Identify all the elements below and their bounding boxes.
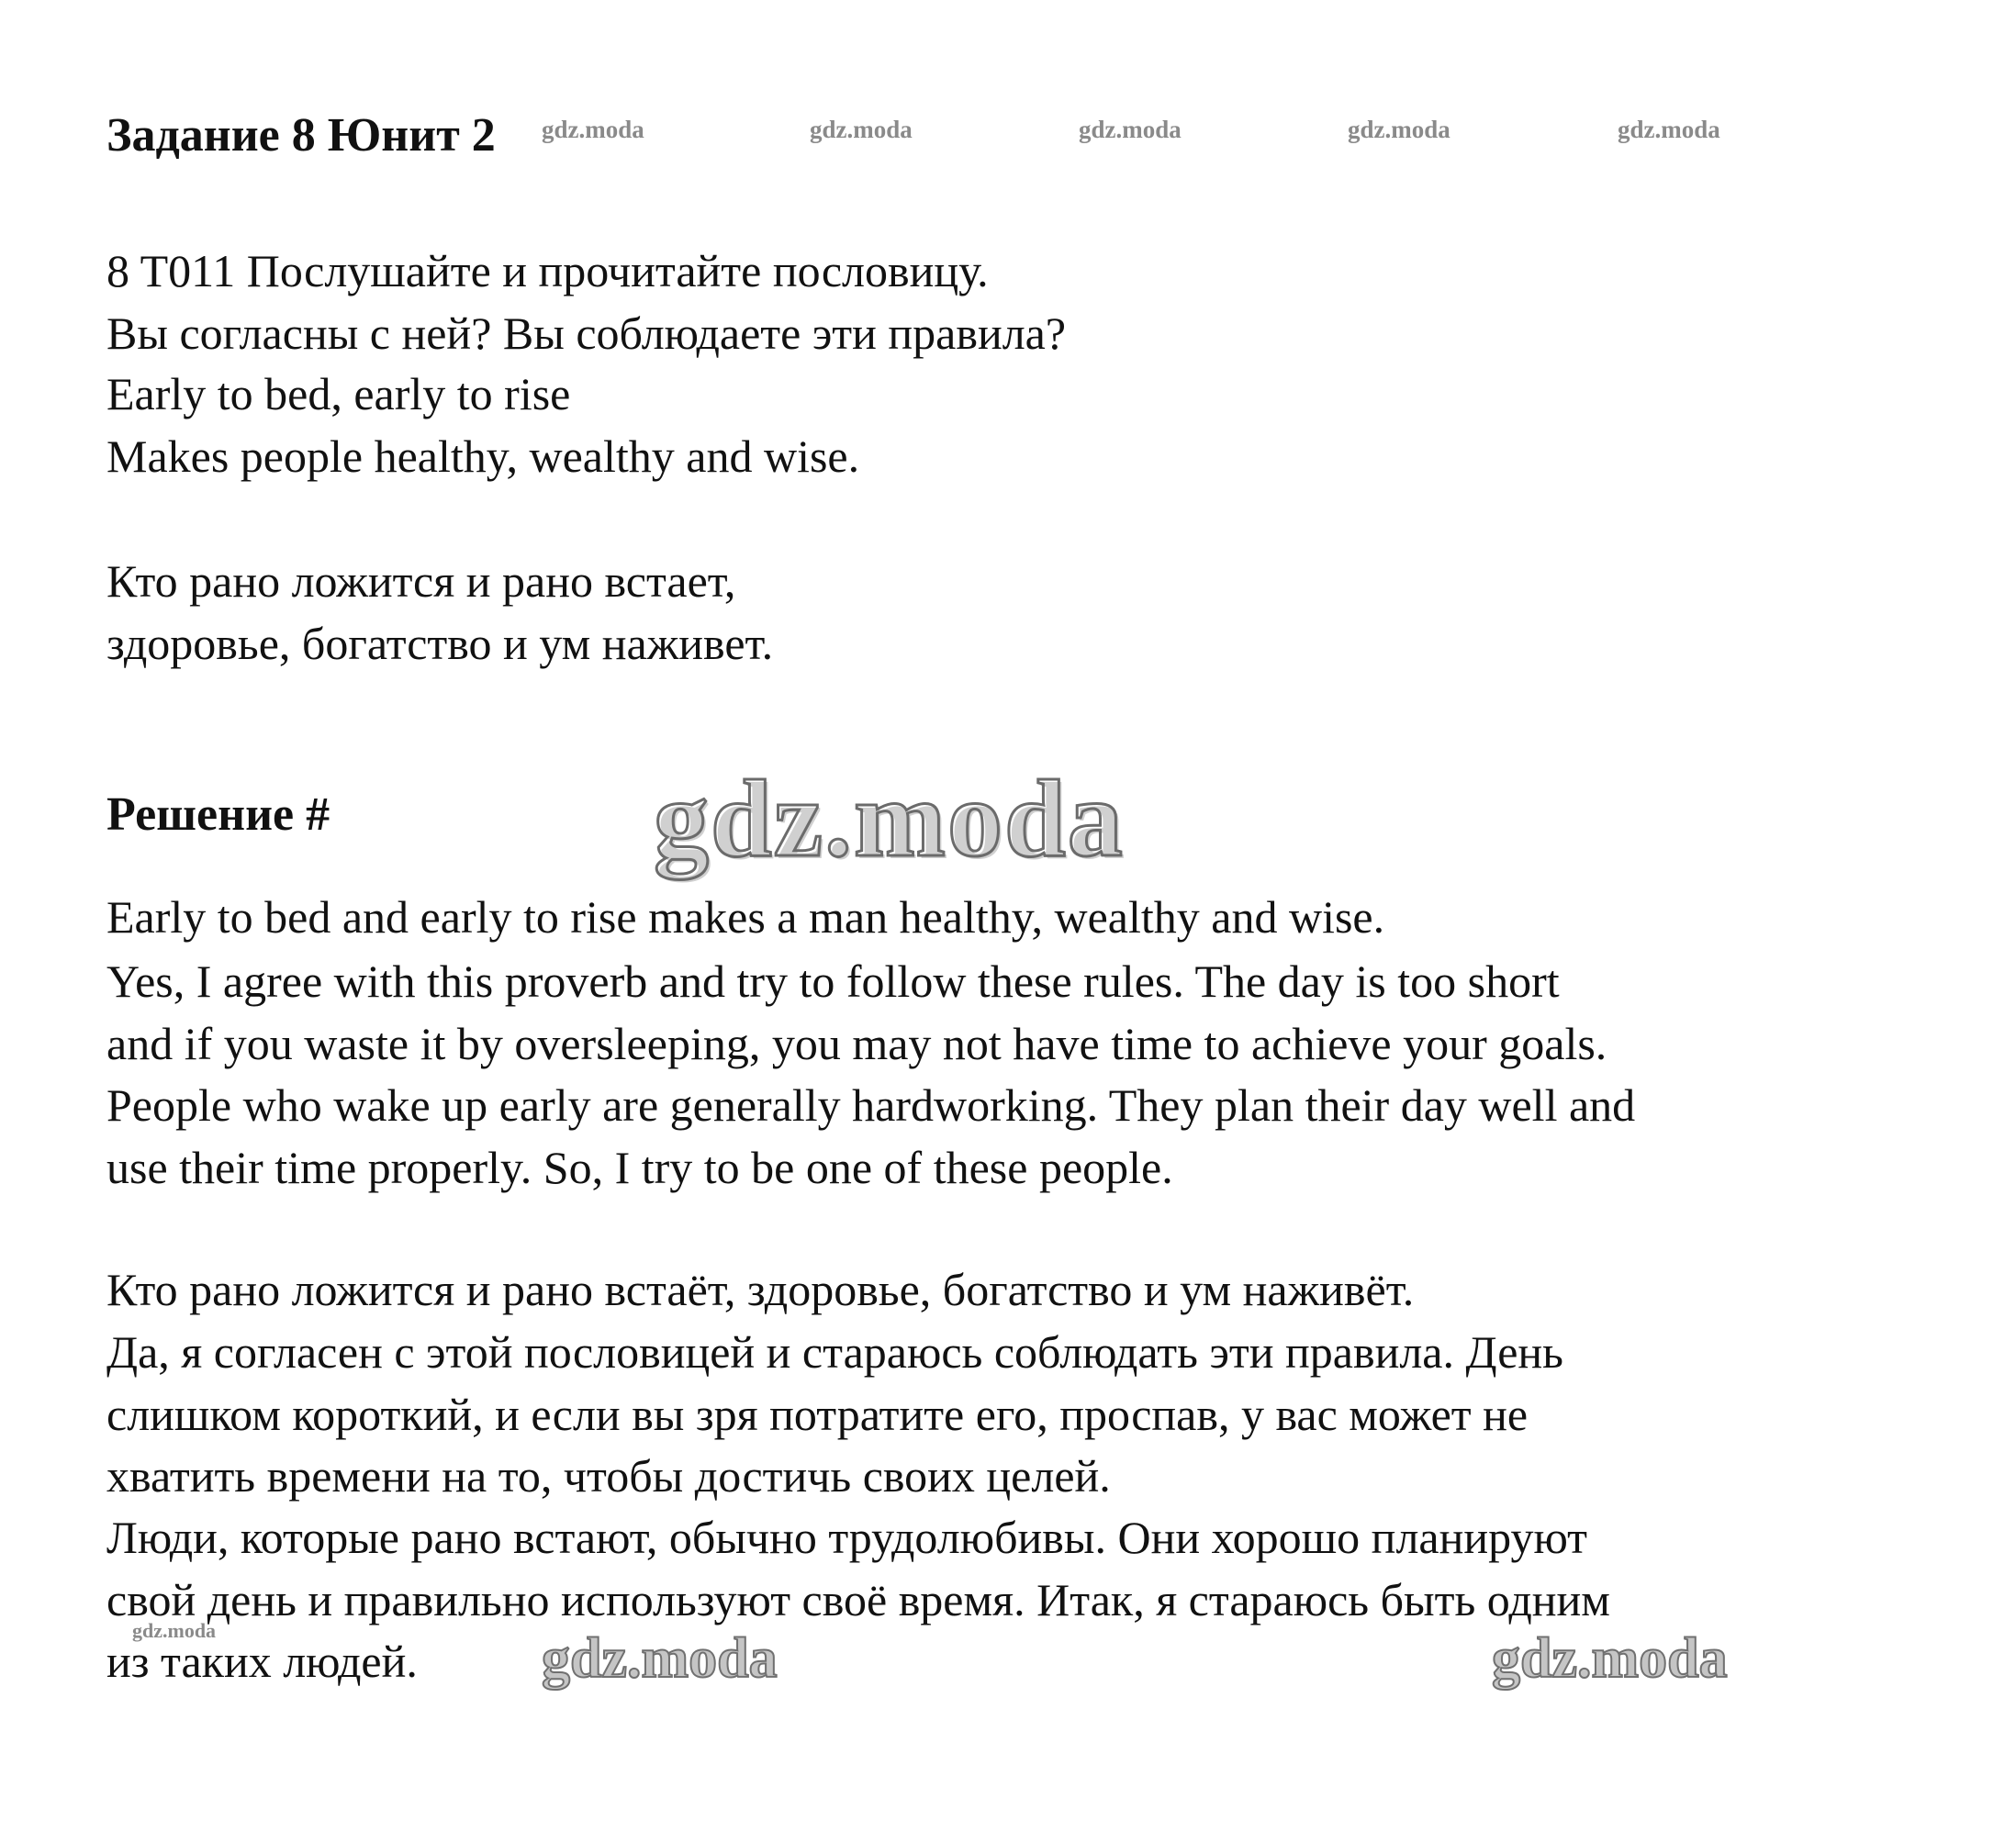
- solution-russian-p2-line-1: Люди, которые рано встают, обычно трудолюбивы. Они хорошо планируют: [106, 1512, 1587, 1563]
- solution-english-p2-line-1: People who wake up early are generally hardworking. They plan their day well and: [106, 1079, 1636, 1131]
- solution-english-p1-line-2: and if you waste it by oversleeping, you may not have time to achieve your goals.: [106, 1017, 1607, 1069]
- solution-english-paragraph-2: [106, 1075, 1906, 1199]
- watermark-bottom-left: gdz.moda: [542, 1627, 778, 1690]
- watermark-bottom-right: gdz.moda: [1492, 1627, 1728, 1690]
- solution-russian-p1-line-1: Да, я согласен с этой пословицей и стараюсь соблюдать эти правила. День: [106, 1326, 1563, 1378]
- solution-english-paragraph-1: [106, 951, 1906, 1075]
- task-title: Задание 8 Юнит 2: [106, 109, 496, 162]
- task-translation-line-1: Кто рано ложится и рано встает,: [106, 555, 736, 607]
- watermark-top-2: gdz.moda: [810, 116, 913, 143]
- watermark-top-4: gdz.moda: [1348, 116, 1450, 143]
- solution-english-proverb: Early to bed and early to rise makes a man healthy, wealthy and wise.: [106, 891, 1385, 943]
- watermark-top-5: gdz.moda: [1618, 116, 1720, 143]
- solution-title: Решение #: [106, 788, 330, 841]
- task-line-2: Вы согласны с ней? Вы соблюдаете эти правила?: [106, 307, 1067, 359]
- watermark-large-center: gdz.moda: [654, 757, 1125, 879]
- task-line-4: Makes people healthy, wealthy and wise.: [106, 430, 860, 482]
- solution-english-p1-line-1: Yes, I agree with this proverb and try to follow these rules. The day is too short: [106, 955, 1560, 1007]
- task-line-3: Early to bed, early to rise: [106, 368, 571, 419]
- watermark-bottom-small: gdz.moda: [132, 1619, 217, 1642]
- solution-russian-proverb: Кто рано ложится и рано встаёт, здоровье, богатство и ум наживёт.: [106, 1264, 1415, 1315]
- solution-english-p2-line-2: use their time properly. So, I try to be one of these people.: [106, 1141, 1173, 1193]
- solution-russian-paragraph-1: [106, 1322, 1906, 1508]
- solution-russian-p1-line-2: слишком короткий, и если вы зря потратите его, проспав, у вас может не: [106, 1388, 1529, 1440]
- solution-russian-p1-line-3: хватить времени на то, чтобы достичь своих целей.: [106, 1450, 1111, 1502]
- watermark-top-1: gdz.moda: [542, 116, 644, 143]
- watermark-top-3: gdz.moda: [1079, 116, 1182, 143]
- task-line-1: 8 T011 Послушайте и прочитайте пословицу.: [106, 245, 989, 296]
- task-translation-line-2: здоровье, богатство и ум наживет.: [106, 618, 774, 669]
- solution-russian-p2-line-2: свой день и правильно используют своё время. Итак, я стараюсь быть одним: [106, 1573, 1610, 1625]
- solution-russian-p2-line-3: из таких людей.: [106, 1636, 418, 1687]
